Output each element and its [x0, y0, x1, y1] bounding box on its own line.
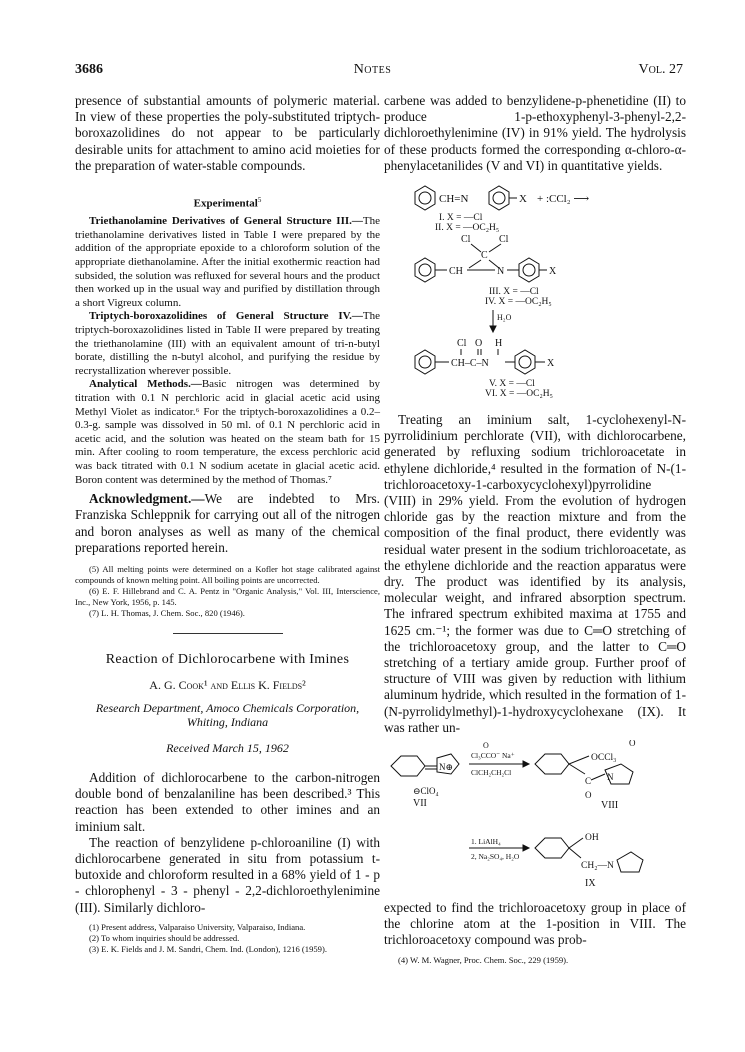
cyclohexane-ring [535, 754, 569, 774]
authors: A. G. Cook¹ and Ellis K. Fields² [149, 677, 306, 692]
body-paragraph: Addition of dichlorocarbene to the carbon-nitrogen double bond of benzalaniline has been described.³ This reaction has been extended to other imines and an iminium salt. [75, 769, 380, 834]
bottom-footnotes [75, 922, 380, 955]
chlorine-atom: Cl [499, 234, 509, 246]
nitrogen-atom: N [497, 266, 505, 278]
methylene-amine: CH₂—N [581, 861, 614, 872]
reduction-step-1: 1. LiAlH₄ [471, 837, 501, 847]
left-column [75, 93, 380, 955]
footnote: (3) E. K. Fields and J. M. Sandri, Chem. Ind. (London), 1216 (1959). [89, 943, 327, 954]
oxygen-atom: O [475, 338, 483, 350]
section-name: Notes [353, 62, 392, 77]
reagent-trichloroacetate: Cl₃CCO⁻ Na⁺ [471, 751, 515, 761]
pyrrolidine-ring [617, 852, 643, 872]
method-paragraph: Analytical Methods.—Basic nitrogen was determined by titration with 0.1 N perchloric acid in glacial acetic acid using Methyl Violet as indicator.⁶ For the triptych-boroxazolidines a 0.2–0.3-g. sample was dissolved in 50 ml. of 0.1 N perchloric acid in acetic acid, and the solution was heated on the steam bath for 15 min. After cooling to room temperature, the excess perchloric acid was back titrated with 0.1 N sodium acetate in glacial acetic acid. Boron content was determined by the method of Thomas.⁷ [75, 378, 380, 486]
footnote: (2) To whom inquiries should be addressed. [89, 932, 240, 943]
bond [569, 838, 583, 848]
benzene-ring [415, 186, 435, 210]
substituent-x: X [549, 266, 557, 278]
aromatic-circle [419, 356, 431, 368]
footnote: (6) E. F. Hillebrand and C. A. Pentz in "Organic Analysis," Vol. III, Interscience, Inc., New York, 1956, p. 145. [75, 585, 380, 607]
method-title: Triptych-boroxazolidines of General Structure IV.— [89, 310, 363, 323]
affiliation: Research Department, Amoco Chemicals Corporation, Whiting, Indiana [95, 700, 360, 729]
reaction-scheme-1 [385, 182, 685, 412]
hydrogen-atom: H [495, 338, 503, 350]
amide-chain: CH–C–N [451, 358, 489, 370]
body-paragraph: The reaction of benzylidene p-chloroaniline (I) with dichlorocarbene generated in situ from potassium t-butoxide and chloroform resulted in a 68% yield of 1 - p - chlorophenyl - 3 - phenyl - 2,2-dichloroethylenimine (III). Similarly dichloro- [75, 834, 380, 915]
perchlorate-ion: ⊖ClO₄ [413, 786, 439, 797]
running-header [0, 62, 745, 82]
bond [489, 244, 501, 252]
method-title: Triethanolamine Derivatives of General Structure III.— [89, 215, 363, 228]
bond [569, 756, 589, 764]
compound-label: V. X = —Cl [489, 379, 535, 390]
compound-label: VII [413, 798, 427, 810]
ester-carbonyl-o: O [629, 740, 636, 749]
method-title: Analytical Methods.— [89, 378, 202, 391]
cyclohexane-ring [535, 838, 569, 858]
chlorine-atom: Cl [457, 338, 467, 350]
aromatic-circle [523, 264, 535, 276]
substituent-x: X [519, 193, 527, 206]
footnote-list [75, 564, 380, 619]
chlorine-atom: Cl [461, 234, 471, 246]
article-title: Reaction of Dichlorocarbene with Imines [105, 651, 350, 667]
aromatic-circle [493, 192, 505, 204]
reagent-carbonyl-o: O [483, 741, 489, 751]
footnote: (7) L. H. Thomas, J. Chem. Soc., 820 (1946). [89, 607, 245, 618]
compound-label: IX [585, 878, 596, 890]
article-separator [173, 633, 283, 634]
hydroxyl-group: OH [585, 833, 599, 844]
carbon-atom: C [481, 250, 488, 262]
footnote: (4) W. M. Wagner, Proc. Chem. Soc., 229 (1959). [398, 954, 569, 965]
iminium-nitrogen: N⊕ [439, 762, 454, 773]
benzene-ring [415, 258, 435, 282]
reduction-step-2: 2, Na₂SO₄, H₂O [471, 852, 520, 862]
imine-group: CH=N [439, 193, 469, 206]
bond [471, 244, 481, 252]
received-date: Received March 15, 1962 [166, 740, 289, 755]
method-paragraph: Triethanolamine Derivatives of General Structure III.—The triethanolamine derivatives listed in Table I were prepared by the addition of the appropriate epoxide to a chloroform solution of the appropriate diethanolamine. After the initial exothermic reaction had subsided, the solution was refluxed for several hours and the product then worked up in the usual way and purified by distillation through a short Vigreux column. [75, 215, 380, 309]
bond [569, 764, 585, 774]
amide-nitrogen: N [607, 772, 614, 783]
substituent-x: X [547, 358, 555, 370]
footnote: (5) All melting points were determined on a Kofler hot stage calibrated against compounds of known melting point. All boiling points are uncorrected. [75, 563, 380, 585]
arrow-head [523, 845, 529, 851]
body-paragraph: Treating an iminium salt, 1-cyclohexenyl-N-pyrrolidinium perchlorate (VII), with dichlorocarbene, generated by refluxing sodium trichloroacetate in ethylene dichloride,⁴ resulted in the formation of N-(1-trichloroacetoxy-1-carboxycyclohexyl)pyrrolidine (VIII) in 29% yield. From the evolution of hydrogen chloride gas by the reaction mixture and from the composition of the final product, there evidently was residual water present in the sodium trichloroacetate, as the ethylene dichloride and the reaction apparatus were dry. The product was identified by its analysis, molecular weight, and infrared absorption spectrum. The infrared spectrum exhibited maxima at 1755 and 1625 cm.⁻¹; the former was due to C═O stretching of the trichloroacetoxy group, and the latter to C═O stretching of a tertiary amide group. Further proof of structure of VIII was given by reduction with lithium aluminum hydride, which resulted in the formation of 1-(N-pyrrolidylmethyl)-1-hydroxycyclohexane (IX). It was rather un- [384, 412, 686, 735]
reaction-scheme-2 [385, 740, 685, 900]
ch-group: CH [449, 266, 463, 278]
bond [469, 260, 481, 268]
acknowledgment: Acknowledgment.—We are indebted to Mrs. Franziska Schleppnik for carrying out all of the nitrogen and boron analyses as well as many of the chemical preparations reported herein. [75, 491, 380, 555]
amide-carbonyl-o: O [585, 790, 592, 801]
method-paragraph: Triptych-boroxazolidines of General Structure IV.—The triptych-boroxazolidines listed in Table II were prepared by treating the triethanolamine (III) with an equivalent amount of tri-n-butyl borate, distilling the n-butyl alcohol, and purifying the residue by recrystallization wherever possible. [75, 310, 380, 377]
bond [591, 774, 605, 780]
benzene-ring [519, 258, 539, 282]
aromatic-circle [419, 192, 431, 204]
compound-label: II. X = —OC₂H₅ [435, 223, 500, 234]
page-number: 3686 [75, 62, 103, 77]
reagent-solvent: ClCH₂CH₂Cl [471, 768, 512, 778]
benzene-ring [515, 350, 535, 374]
intro-paragraph: presence of substantial amounts of polymeric material. In view of these properties the poly-substituted triptych-boroxazolidines do not appear to be particularly desirable units for attachment to amino acid moieties for the preparation of water-stable compounds. [75, 93, 380, 173]
right-column [384, 93, 686, 966]
aromatic-circle [519, 356, 531, 368]
bond [569, 848, 581, 858]
cyclohexene-ring [391, 756, 425, 776]
compound-label: III. X = —Cl [489, 287, 539, 298]
benzene-ring [489, 186, 509, 210]
compound-label: VIII [601, 800, 619, 812]
compound-label: VI. X = —OC₂H₅ [485, 389, 553, 400]
amide-carbon: C [585, 776, 592, 787]
benzene-ring [415, 350, 435, 374]
reagent-water: H₂O [497, 313, 512, 323]
intro-paragraph: carbene was added to benzylidene-p-phenetidine (II) to produce 1-p-ethoxyphenyl-3-phenyl-2,2-dichloroethylenimine (IV) in 91% yield. The hydrolysis of these products formed the corresponding α-chloro-α-phenylacetanilides (V and VI) in quantitative yields. [384, 93, 686, 173]
arrow-head [490, 326, 496, 332]
reagent-dichlorocarbene: + :CCl₂ ⟶ [537, 193, 590, 206]
compound-label: I. X = —Cl [439, 213, 483, 224]
aromatic-circle [419, 264, 431, 276]
body-paragraph: expected to find the trichloroacetoxy group in place of the chlorine atom at the 1-position in VIII. The trichloroacetoxy compound was prob- [384, 900, 686, 948]
arrow-head [523, 761, 529, 767]
experimental-heading: Experimental$^5$ [193, 196, 262, 210]
trichloroacetoxy-group: OCCl₃ [591, 753, 617, 764]
compound-label: IV. X = —OC₂H₅ [485, 297, 552, 308]
footnote: (1) Present address, Valparaiso University, Valparaiso, Indiana. [89, 921, 306, 932]
volume-label: Vol. 27 [638, 62, 683, 77]
